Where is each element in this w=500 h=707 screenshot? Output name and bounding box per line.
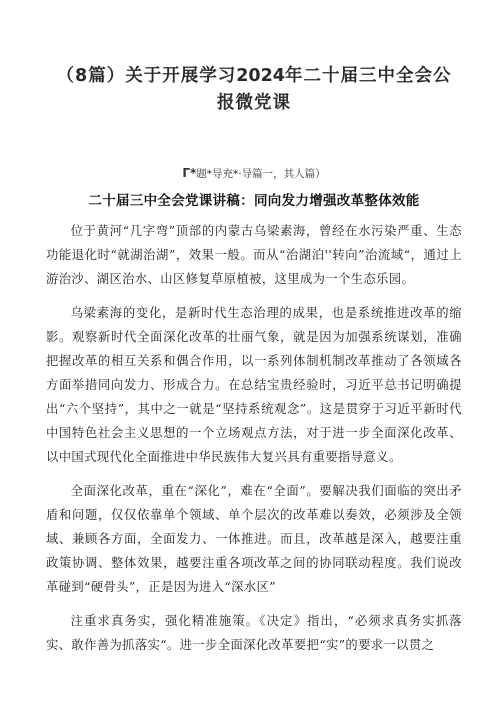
title-prefix: （8篇）关于开展学习: [56, 66, 237, 86]
paragraph-3: 全面深化改革，重在“深化”，难在“全面”。要解决我们面临的突出矛盾和问题，仅仅依靠单个领域、单个层次的改革难以奏效，必须涉及全领域、兼顾各方面，全面发力、一体推进。而且，改革越是深入，越要注重政策协调、整体效果，越要注重各项改革之间的协同联动程度。我们说改革碰到“硬骨头”，正是因为进入“深水区”: [46, 484, 462, 594]
paragraph-2: 乌梁素海的变化，是新时代生态治理的成果，也是系统推进改革的缩影。观察新时代全面深化改革的壮丽气象，就是因为加强系统谋划，准确把握改革的相互关系和偶合作用，以一系列体制机制改革推动了各领域各方面举措同向发力、形成合力。在总结宝贵经验时，习近平总书记明确提出“六个坚持”，其中之一就是“坚持系统观念”。这是贯穿于习近平新时代中国特色社会主义思想的一个立场观点方法，对于进一步全面深化改革、以中国式现代化全面推进中华民族伟大复兴具有重要指导意义。: [46, 306, 462, 464]
table-of-contents-line: [46, 165, 462, 182]
document-title: [46, 63, 462, 117]
title-year: 2024: [236, 66, 285, 86]
paragraph-4: 注重求真务实，强化精准施策。《决定》指出，“必须求真务实抓落实、敢作善为抓落实“。进一步全面深化改革要把“实”的要求一以贯之: [46, 614, 462, 652]
title-suffix: 年二十届三中全会公报微党课: [217, 66, 452, 113]
toc-text: 题*导充*·导篇一，其人篇）: [196, 168, 326, 180]
section-title: 二十届三中全会党课讲稿：同向发力增强改革整体效能: [88, 193, 420, 209]
toc-mark: Γ*: [182, 166, 197, 180]
paragraph-1: 位于黄河“几字弯”顶部的内蒙古乌梁素海，曾经在水污染严重、生态功能退化时“就湖治湖”，效果一般。而从“治湖泊''转向”治流域“，通过上游治沙、湖区治水、山区修复草原植被，这里成为一个生态乐园。: [46, 224, 462, 286]
